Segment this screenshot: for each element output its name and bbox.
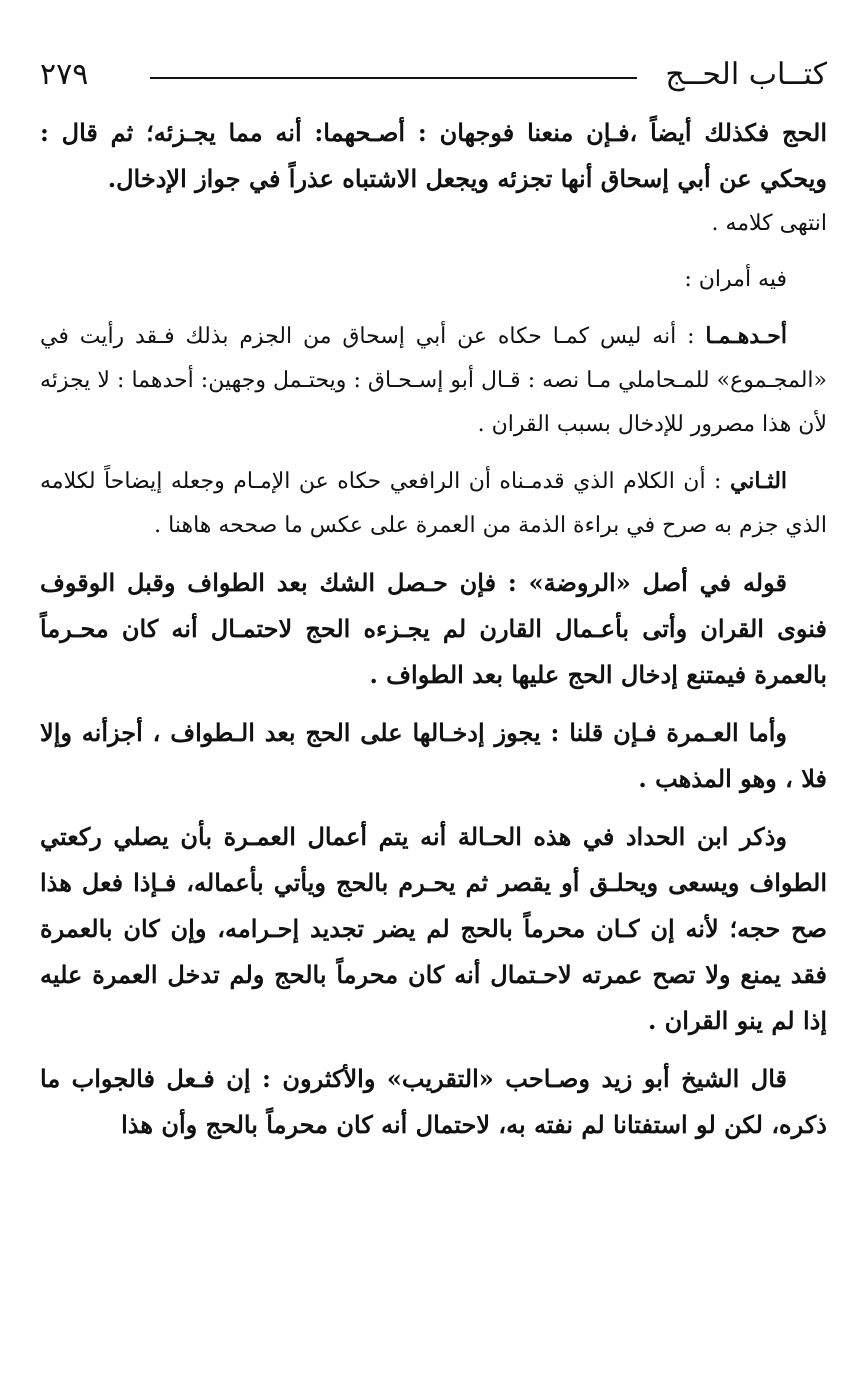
paragraph-1: الحج فكذلك أيضاً ،فـإن منعنا فوجهان : أصـحهما: أنه مما يجـزئه؛ ثم قال : ويحكي عن أبي إسحاق أنها تجزئه ويجعل الاشتباه عذراً في جواز الإدخال. <box>40 118 827 193</box>
paragraph-5-lead: الثـاني <box>729 468 788 494</box>
paragraph-6: قوله في أصل «الروضة» : فإن حـصل الشك بعد الطواف وقبل الوقوف فنوى القران وأتى بأعـمال القارن لم يجـزءه الحج لاحتمـال أنه كان محـرماً بالعمرة فيمتنع إدخال الحج عليها بعد الطواف . <box>40 568 827 689</box>
paragraph-8: وذكر ابن الحداد في هذه الحـالة أنه يتم أعمال العمـرة بأن يصلي ركعتي الطواف ويسعى ويحلـق أو يقصر ثم يحـرم بالحج ويأتي بأعماله، فـإذا فعل هذا صح حجه؛ لأنه إن كـان محرماً بالحج لم يضر تجديد إحـرامه، وإن كان بالعمرة فقد يمنع ولا تصح عمرته لاحـتمال أنه كان محرماً بالحج ولم تدخل العمرة عليه إذا لم ينو القران . <box>40 822 828 1035</box>
header-rule <box>150 77 637 79</box>
paragraph-4-lead: أحـدهـمـا <box>705 323 787 349</box>
paragraph-2: انتهى كلامه . <box>711 211 827 236</box>
page-number: ٢٧٩ <box>40 57 89 92</box>
paragraph-5 <box>40 459 827 548</box>
paragraph-7: وأما العـمرة فـإن قلنا : يجوز إدخـالها على الحج بعد الـطواف ، أجزأنه وإلا فلا ، وهو المذهب . <box>40 718 827 793</box>
running-header <box>40 55 827 99</box>
book-title: كتــاب الحــج <box>665 57 827 92</box>
paragraph-5-text: : أن الكلام الذي قدمـناه أن الرافعي حكاه عن الإمـام وجعله إيضاحاً لكلامه الذي جزم به صرح في براءة الذمة من العمرة على عكس ما صححه هاهنا . <box>40 469 827 538</box>
paragraph-4-text: : أنه ليس كمـا حكاه عن أبي إسحاق من الجزم بذلك فـقد رأيت في «المجـموع» للمـحاملي مـا نصه : قـال أبو إسـحـاق : ويحتـمل وجهين: أحدهما : لا يجزئه لأن هذا مصرور للإدخال بسبب القران . <box>40 324 827 437</box>
paragraph-4 <box>40 314 827 447</box>
paragraph-3: فيه أمران : <box>684 267 787 292</box>
paragraph-9: قال الشيخ أبو زيد وصـاحب «التقريب» والأكثرون : إن فـعل فالجواب ما ذكره، لكن لو استفتانا لم نفته به، لاحتمال أنه كان محرماً بالحج وأن هذا <box>40 1064 827 1139</box>
page-body <box>40 110 827 1148</box>
